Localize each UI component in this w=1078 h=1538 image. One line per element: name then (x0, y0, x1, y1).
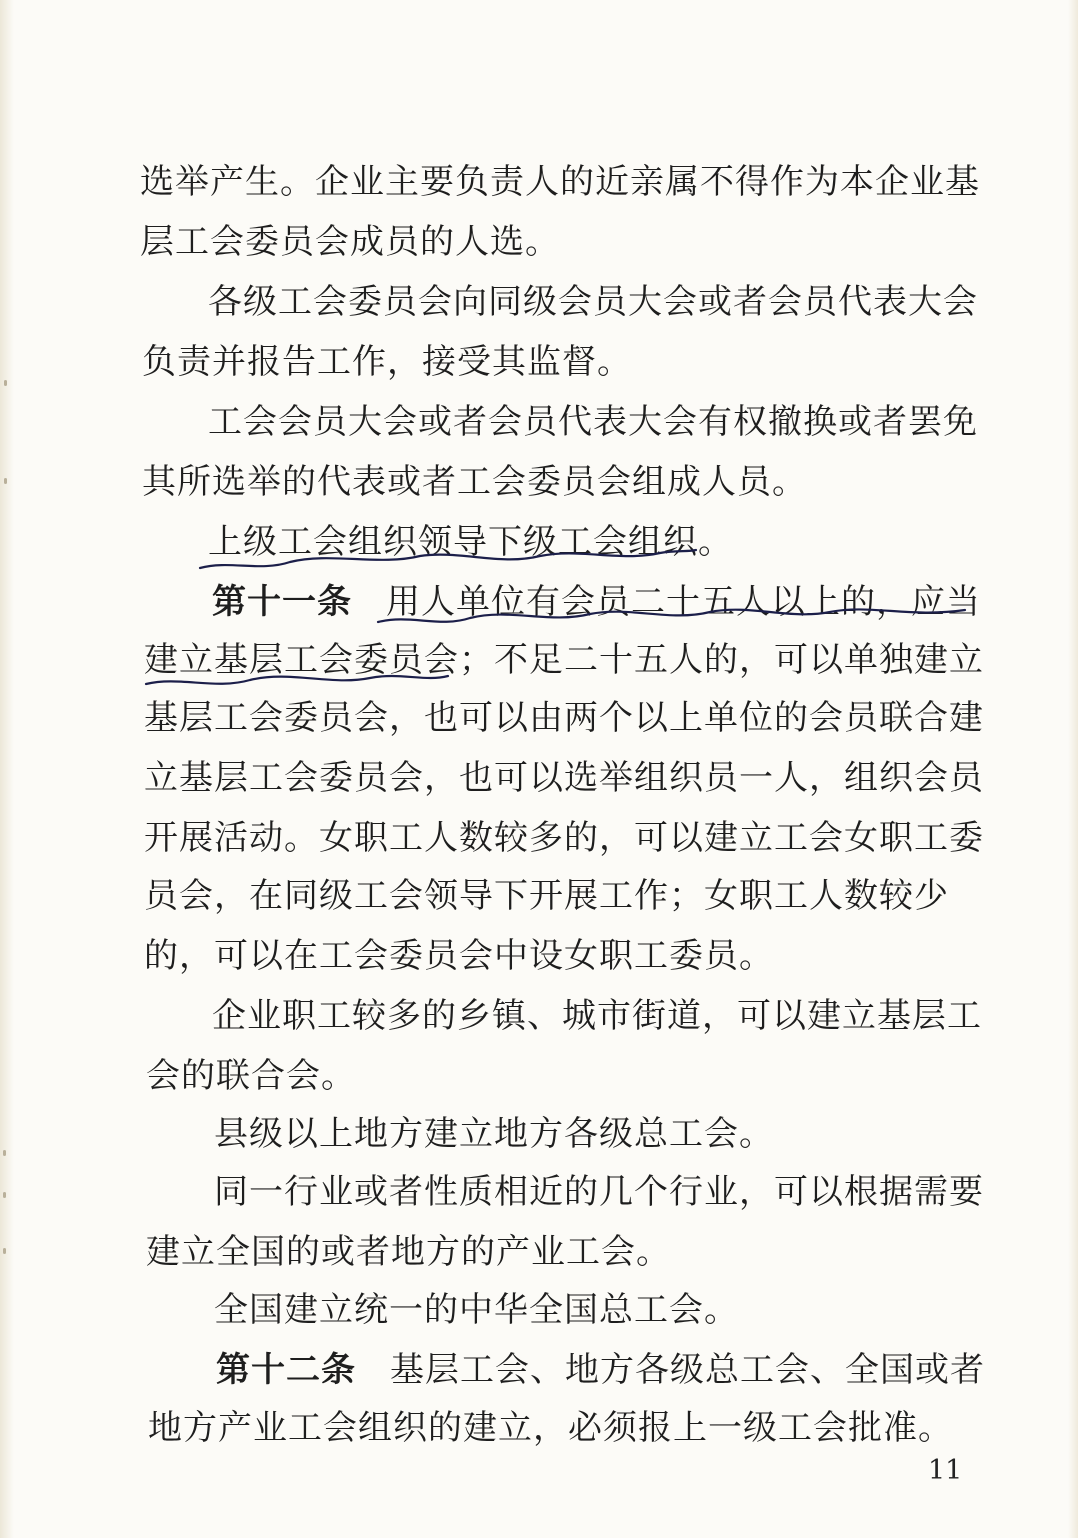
text-line: 地方产业工会组织的建立，必须报上一级工会批准。 (148, 1408, 953, 1448)
text-line: 企业职工较多的乡镇、城市街道，可以建立基层工 (212, 996, 982, 1036)
text-line: 全国建立统一的中华全国总工会。 (214, 1290, 739, 1330)
text-line: 会的联合会。 (146, 1056, 356, 1096)
text-line: 的，可以在工会委员会中设女职工委员。 (144, 936, 774, 976)
text-line: 层工会委员会成员的人选。 (140, 222, 560, 262)
text-line: 上级工会组织领导下级工会组织。 (208, 522, 733, 562)
text-line: 开展活动。女职工人数较多的，可以建立工会女职工委 (144, 818, 984, 858)
text-line: 员会，在同级工会领导下开展工作；女职工人数较少 (144, 876, 949, 916)
text-line: 负责并报告工作，接受其监督。 (142, 342, 632, 382)
article-12-first-line (216, 1350, 985, 1390)
text-line: 其所选举的代表或者工会委员会组成人员。 (142, 462, 807, 502)
text-line: 基层工会委员会，也可以由两个以上单位的会员联合建 (144, 698, 984, 738)
text-line: 建立全国的或者地方的产业工会。 (146, 1232, 671, 1272)
text-line: 立基层工会委员会，也可以选举组织员一人，组织会员 (144, 758, 984, 798)
article-title: 第十一条 (212, 582, 352, 622)
text-segment: 用人单位有会员二十五人以上的，应当 (386, 582, 981, 622)
page-number: 11 (928, 1455, 963, 1486)
text-line: 工会会员大会或者会员代表大会有权撤换或者罢免 (208, 402, 978, 442)
text-line: 建立基层工会委员会；不足二十五人的，可以单独建立 (144, 640, 984, 680)
text-line: 同一行业或者性质相近的几个行业，可以根据需要 (214, 1172, 984, 1212)
text-line: 选举产生。企业主要负责人的近亲属不得作为本企业基 (140, 162, 980, 202)
article-11-first-line (212, 582, 981, 622)
article-title: 第十二条 (216, 1350, 356, 1390)
text-segment: 基层工会、地方各级总工会、全国或者 (390, 1350, 985, 1390)
text-line: 县级以上地方建立地方各级总工会。 (214, 1114, 774, 1154)
text-line: 各级工会委员会向同级会员大会或者会员代表大会 (208, 282, 978, 322)
